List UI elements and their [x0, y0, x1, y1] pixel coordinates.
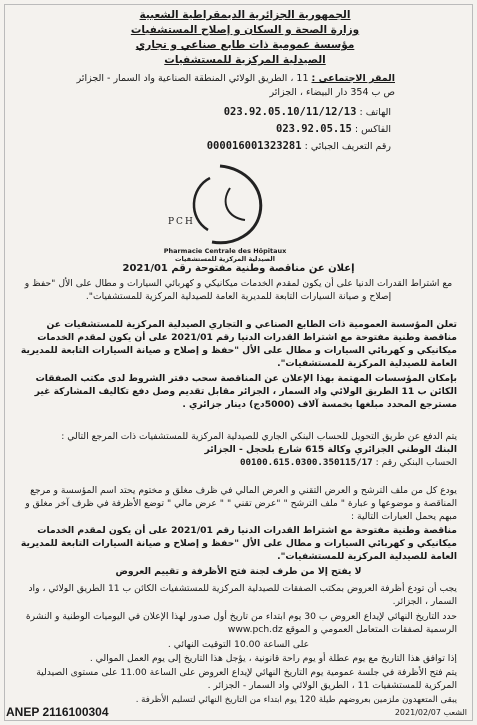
publication-footer	[395, 708, 467, 717]
newspaper-name: الشعب	[443, 708, 467, 717]
logo-caption-fr: Pharmacie Centrale des Hôpitaux	[163, 247, 287, 255]
paragraph-deadline: حدد التاريخ النهائي لإيداع العروض ب 30 يوم ابتداء من تاريخ أول صدور لهذا الإعلان في اليوميات الوطنية و النشرة الرسمية لصفقات المتعامل العمومي و الموقع www.pch.dz	[25, 611, 457, 635]
tax-number: 000016001323281	[206, 140, 302, 152]
logo-caption	[140, 247, 310, 263]
payment-intro: يتم الدفع عن طريق التحويل للحساب البنكي الجاري للصيدلية المركزية للمستشفيات ذات المرجع التالي :	[61, 431, 457, 442]
bank-line: البنك الوطني الجزائري وكالة 615 شارع بلحجل - الجزائر	[204, 444, 457, 455]
logo-letters: PCH	[168, 217, 195, 227]
phone-label: الهاتف :	[359, 107, 391, 118]
institution-header	[95, 8, 395, 68]
address-value: 11 ، الطريق الولائي المنطقة الصناعية واد السمار - الجزائر	[76, 73, 309, 84]
publication-date: 2021/02/07	[394, 708, 441, 717]
paragraph-validity: يبقى المتعهدون ملزمين بعروضهم طيلة 120 يوم ابتداء من التاريخ النهائي لتسليم الأظرفة .	[135, 695, 457, 705]
paragraph-envelope-label: مناقصة وطنية مفتوحة مع اشتراط القدرات الدنيا رقم 2021/01 على أن يكون لمقدم الخدمات ميكانيكي و كهربائي السيارات و مطال على الأل "حفظ و إصلاح و صيانة السيارات التابعة للمديرية العامة للصيدلية المركزية للمستشفيات".	[20, 525, 457, 562]
paragraph-specifications: بإمكان المؤسسات المهتمة بهذا الإعلان عن المناقصة سحب دفتر الشروط لدى مكتب الصفقات الكائن ب 11 الطريق الولائي واد السمار ، الجزائر مقابل تقديم وصل دفع تكاليف المشاركة غير مسترجع المحدد مبلغها بخمسة آلاف (5000دج) دينار جزائري .	[34, 373, 457, 410]
paragraph-hour: على الساعة 10.00 التوقيت النهائي .	[167, 639, 310, 650]
address-block	[65, 72, 395, 100]
fax-number: 023.92.05.15	[276, 123, 352, 135]
logo-caption-ar: الصيدلية المركزية للمستشفيات	[175, 255, 275, 263]
account-number: 00100.615.0300.350115/17	[239, 457, 373, 468]
po-box: ص ب 354 دار البيضاء ، الجزائر	[269, 87, 395, 98]
paragraph-envelopes: يودع كل من ملف الترشح و العرض التقني و العرض المالي في ظرف مغلق و مختوم يحتد اسم المؤسسة و مرجع المناقصة و موضوعها و عبارة " ملف الترشح " "عرض تقني " " عرض مالي " توضع الأظرفة في ظرف آخر مغلق و مبهم يحمل العبارات التالية :	[25, 485, 457, 522]
paragraph-opening-session: يتم فتح الأظرفة في جلسة عمومية يوم التاريخ النهائي لإيداع العروض على الساعة 11.00 على مستوى الصيدلية المركزية للمستشفيات 11 ، الطريق الولائي واد السمار - الجزائر .	[36, 667, 457, 691]
anep-reference: ANEP 2116100304	[6, 705, 109, 719]
fax-label: الفاكس :	[354, 124, 391, 135]
paragraph-submission: يجب أن تودع أظرفة العروض بمكتب الصفقات للصيدلية المركزية للمستشفيات الكائن ب 11 الطريق الولائي ، واد السمار ، الجزائر.	[28, 583, 457, 607]
paragraph-holiday: إذا توافق هذا التاريخ مع يوم عطلة أو يوم راحة قانونية ، يؤجل هذا التاريخ إلى يوم العمل الموالي .	[89, 653, 457, 664]
fax-line	[111, 121, 391, 138]
phone-line	[111, 104, 391, 121]
address-label: المقر الاجتماعي :	[311, 73, 395, 84]
header-establishment: مؤسسة عمومية ذات طابع صناعي و تجاري	[135, 39, 355, 51]
header-republic: الجمهورية الجزائرية الديمقراطية الشعبية	[139, 9, 351, 21]
announcement-title: إعلان عن مناقصة وطنية مفتوحة رقم 2021/01	[122, 263, 355, 274]
pch-logo-icon	[150, 158, 300, 258]
tax-label: رقم التعريف الجبائي :	[304, 141, 391, 152]
announcement-subtitle: مع اشتراط القدرات الدنيا على أن يكون لمقدم الخدمات ميكانيكي و كهربائي السيارات و مطال على الأل "حفظ و إصلاح و صيانة السيارات التابعة للمديرية العامة للصيدلية المركزية للمستشفيات".	[24, 278, 453, 302]
phone-number: 023.92.05.10/11/12/13	[223, 106, 357, 118]
paragraph-payment	[20, 430, 457, 469]
paragraph-intro: تعلن المؤسسة العمومية ذات الطابع الصناعي و التجاري الصيدلية المركزية للمستشفيات عن مناقصة وطنية مفتوحة مع اشتراط القدرات الدنيا رقم 2021/01 على أن يكون لمقدم الخدمات ميكانيكي و كهربائي السيارات و مطال على الأل "حفظ و إصلاح و صيانة السيارات التابعة للمديرية العامة للصيدلية المركزية للمستشفيات".	[20, 319, 457, 369]
account-label: الحساب البنكي رقم :	[375, 457, 457, 468]
tax-line	[111, 138, 391, 155]
header-ministry: وزارة الصحة و السكان و إصلاح المستشفيات	[130, 24, 360, 36]
header-pharmacy: الصيدلية المركزية للمستشفيات	[164, 54, 326, 66]
paragraph-opening-notice: لا يفتح إلا من طرف لجنة فتح الأظرفة و تقييم العروض	[115, 566, 362, 577]
